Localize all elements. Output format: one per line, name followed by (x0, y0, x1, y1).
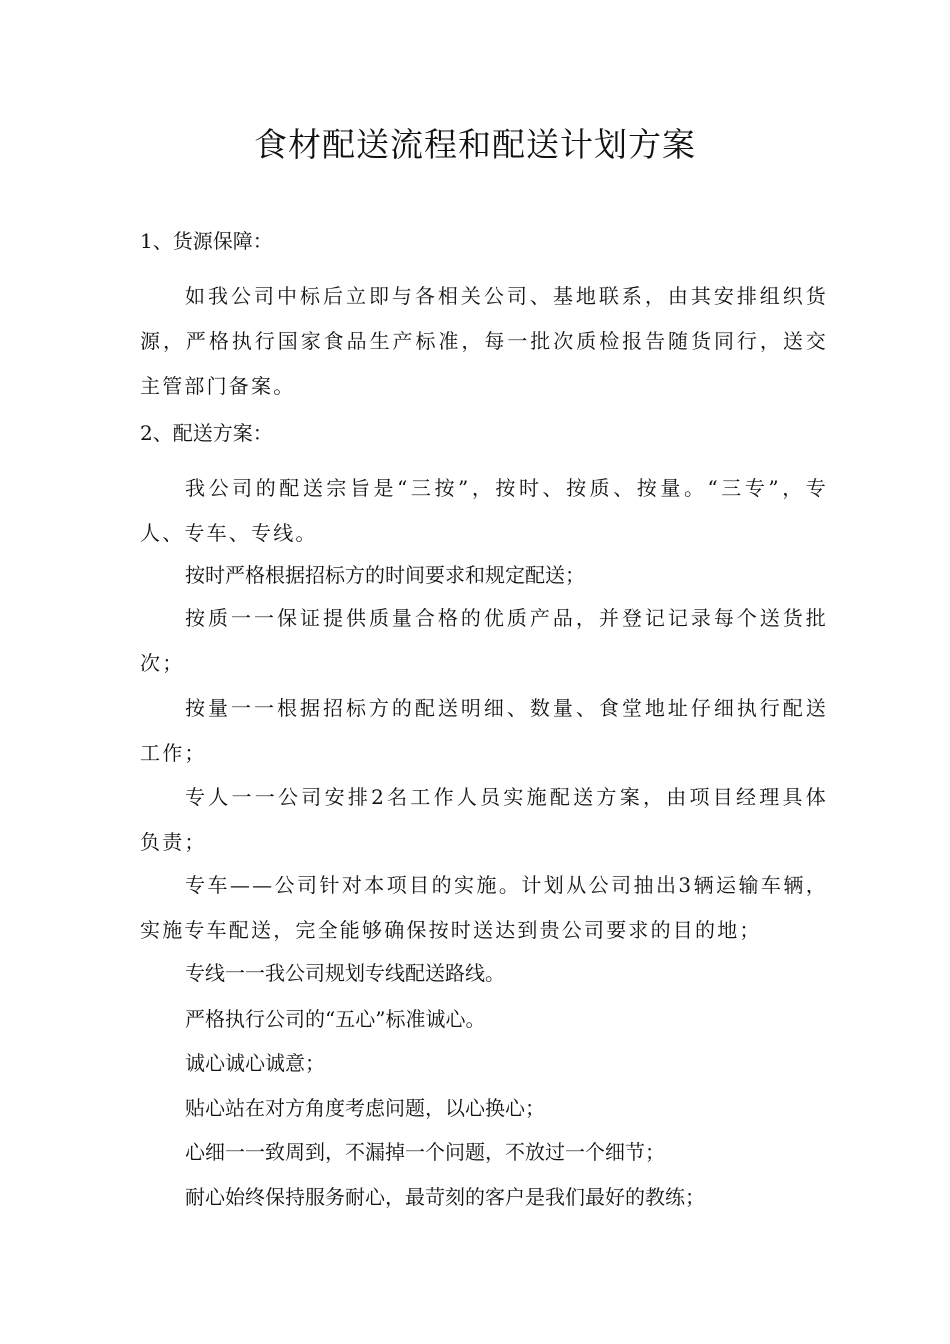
paragraph-considerate: 贴心站在对方角度考虑问题，以心换心； (185, 1096, 545, 1120)
paragraph-five-hearts: 严格执行公司的“五心”标准诚心。 (185, 1007, 486, 1031)
paragraph-sincere: 诚心诚心诚意； (185, 1051, 325, 1075)
section-heading-delivery: 2、配送方案： (140, 421, 273, 445)
document-title: 食材配送流程和配送计划方案 (254, 125, 696, 164)
paragraph-route: 专线一一我公司规划专线配送路线。 (185, 961, 505, 985)
paragraph-sourcing: 如我公司中标后立即与各相关公司、基地联系，由其安排组织货源，严格执行国家食品生产标准，每一批次质检报告随货同行，送交 主管部门备案。 (140, 284, 828, 398)
paragraph-on-time: 按时严格根据招标方的时间要求和规定配送； (185, 563, 585, 587)
paragraph-quality: 按质一一保证提供质量合格的优质产品，并登记记录每个送货批次； (140, 606, 828, 675)
paragraph-careful: 心细一一致周到，不漏掉一个问题，不放过一个细节； (185, 1140, 665, 1164)
paragraph-vehicle: 专车——公司针对本项目的实施。计划从公司抽出3辆运输车辆，实施专车配送，完全能够确保按时送达到贵公司要求的目的地； (140, 873, 828, 942)
paragraph-patient: 耐心始终保持服务耐心，最苛刻的客户是我们最好的教练； (185, 1185, 705, 1209)
paragraph-personnel: 专人一一公司安排2名工作人员实施配送方案，由项目经理具体 负责； (140, 785, 828, 854)
paragraph-delivery-intro: 我公司的配送宗旨是“三按”，按时、按质、按量。“三专”，专人、专车、专线。 (140, 476, 828, 545)
section-heading-sourcing: 1、货源保障： (140, 229, 273, 253)
paragraph-quantity: 按量一一根据招标方的配送明细、数量、食堂地址仔细执行配送 工作； (140, 696, 828, 765)
